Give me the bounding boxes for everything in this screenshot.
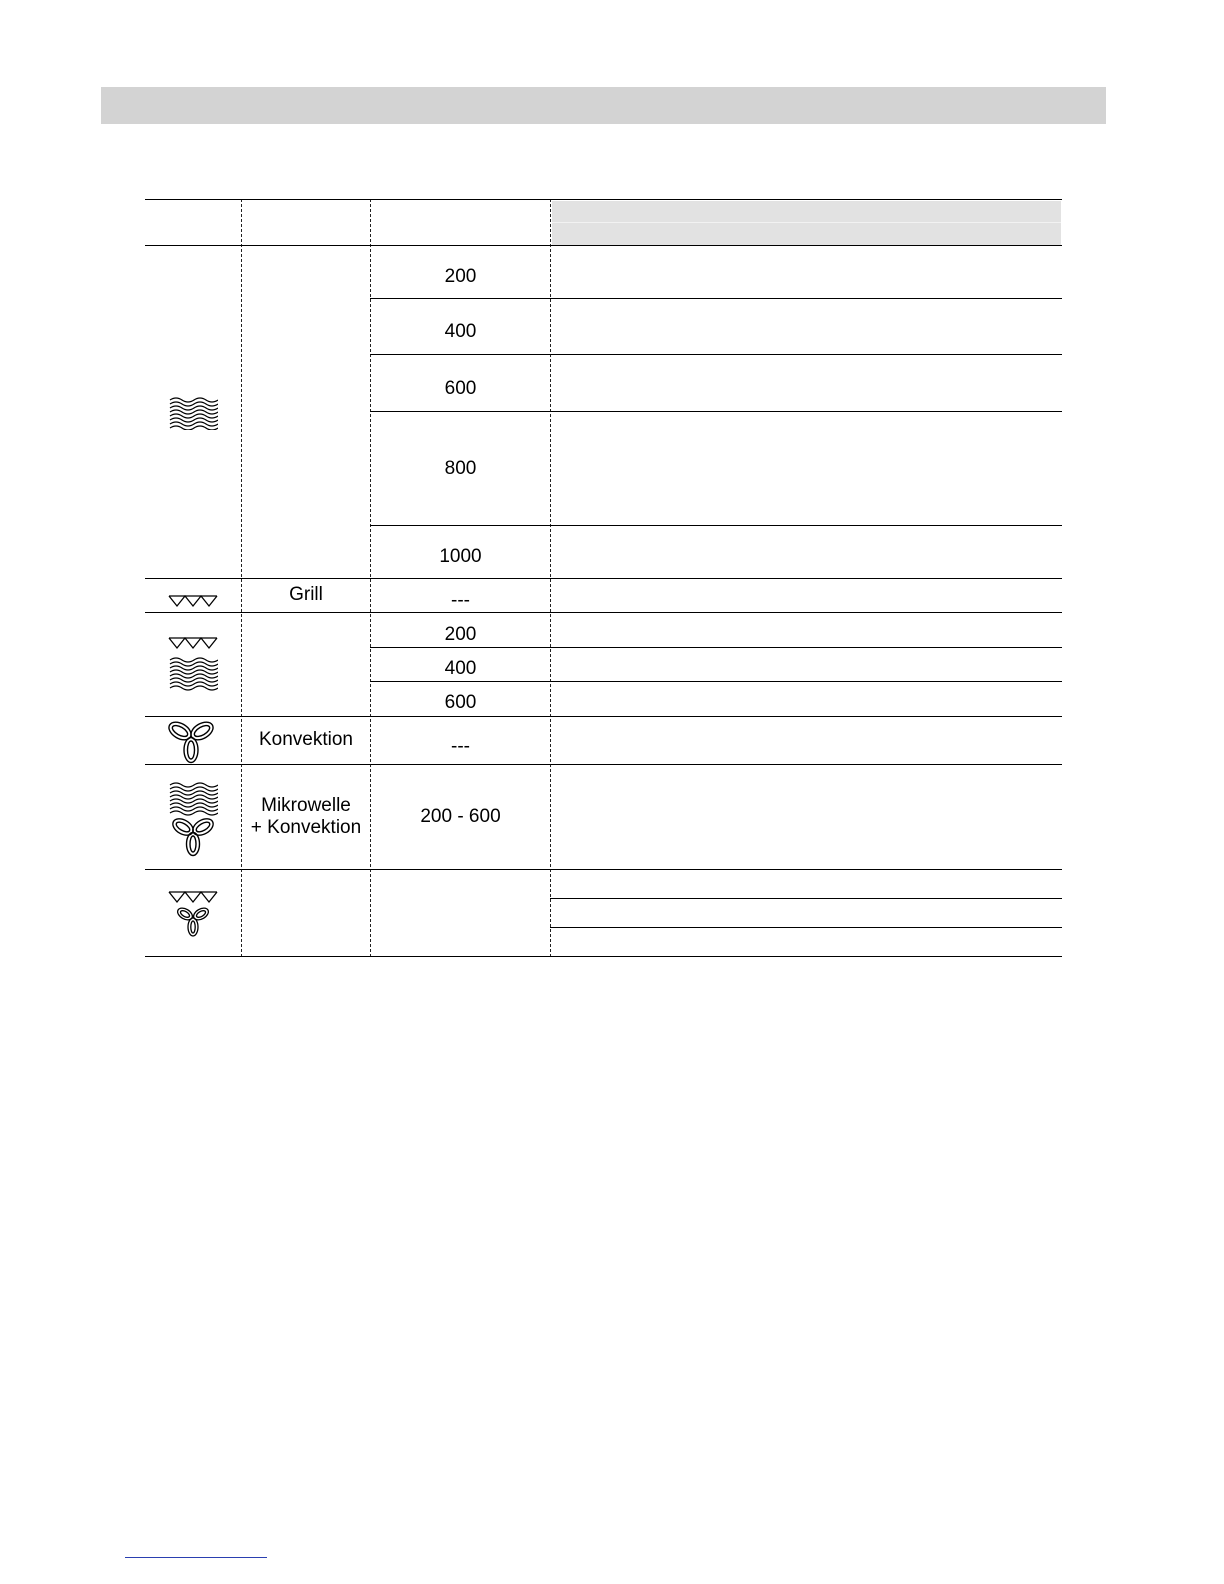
power-value: 800 [444,457,477,479]
grill-microwave-icon [168,636,218,692]
power-value: 200 [444,266,477,287]
table-top-rule [145,199,1062,200]
header-bottom-rule [145,245,1062,246]
grill-icon [168,594,218,608]
mode-label-line: Mikrowelle [261,795,351,816]
table-bottom-rule [145,956,1062,957]
power-value: 400 [444,657,477,679]
power-value: 600 [444,377,477,399]
mode-label: Grill [289,584,323,605]
power-value: 400 [444,321,477,342]
footer-link-underline [125,1557,267,1558]
power-value: 200 - 600 [420,806,501,827]
section-title-bar [101,87,1106,124]
mode-label [242,765,370,869]
power-value: 1000 [439,546,482,567]
microwave-waves-icon [168,396,218,430]
grill-convection-icon [168,890,218,940]
mode-label: Konvektion [258,729,353,750]
power-value: --- [451,735,470,757]
microwave-convection-icon [168,781,218,857]
row-rule [145,612,1062,613]
row-rule [145,869,1062,870]
power-value: 200 [444,623,477,645]
convection-fan-icon [166,718,216,764]
power-value: 600 [444,691,477,713]
mode-label-line: + Konvektion [250,817,362,838]
power-value: --- [451,589,470,611]
header-shade [552,201,1061,245]
